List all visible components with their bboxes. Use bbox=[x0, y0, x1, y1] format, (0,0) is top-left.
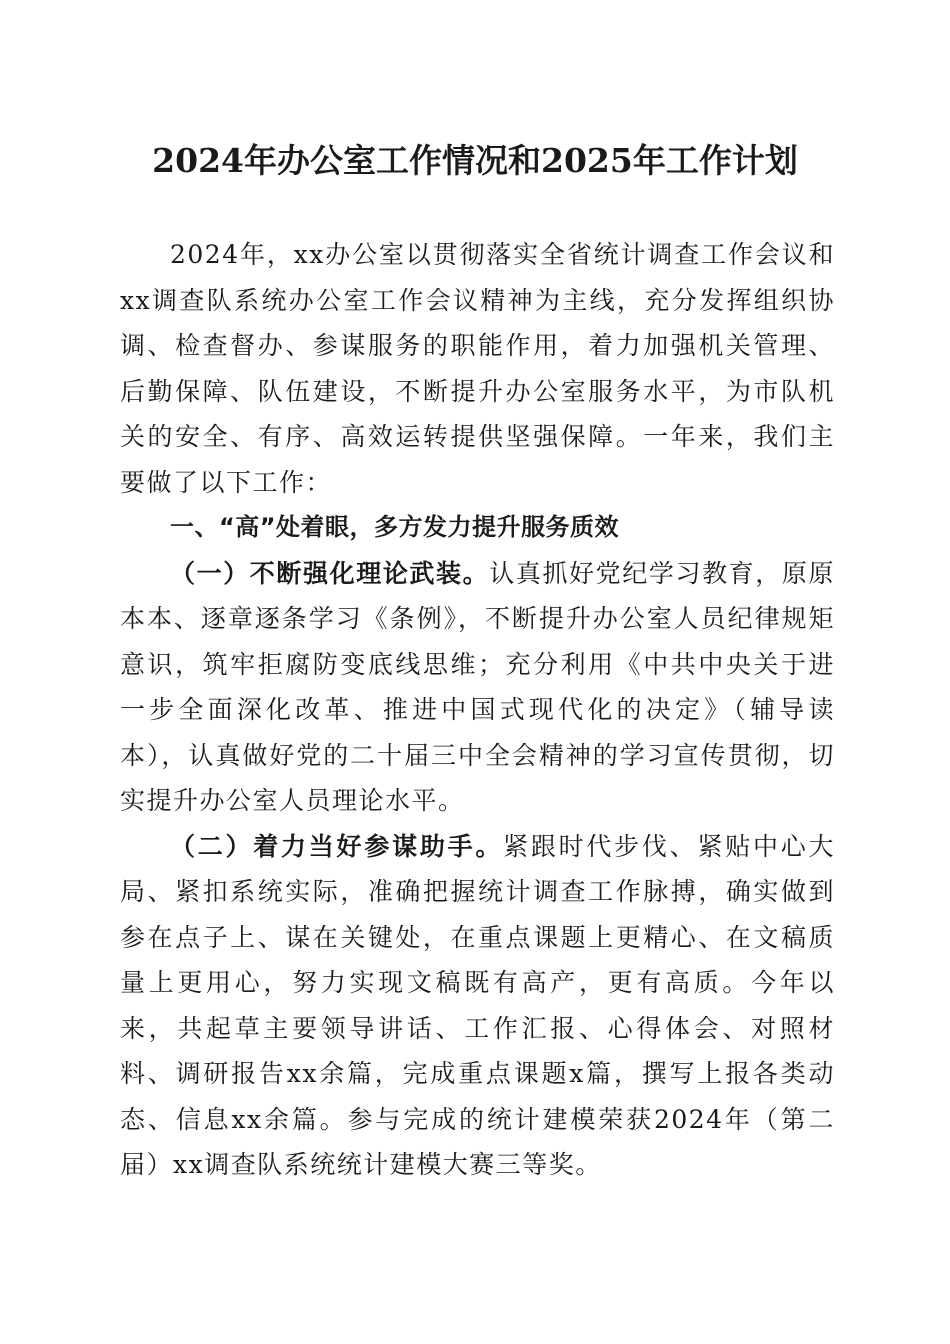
item-2-lead: （二）着力当好参谋助手。 bbox=[170, 831, 504, 861]
item-1-text: 认真抓好党纪学习教育，原原本本、逐章逐条学习《条例》，不断提升办公室人员纪律规矩意识，筑牢拒腐防变底线思维；充分利用《中共中央关于进一步全面深化改革、推进中国式现代化的决定》（辅导读本），认真做好党的二十届三中全会精神的学习宣传贯彻，切实提升办公室人员理论水平。 bbox=[120, 558, 835, 815]
item-1-lead: （一）不断强化理论武装。 bbox=[170, 558, 490, 588]
section-item-1 bbox=[120, 551, 835, 824]
document-title: 2024年办公室工作情况和2025年工作计划 bbox=[152, 141, 798, 180]
document-body bbox=[120, 232, 835, 1188]
item-2-text: 紧跟时代步伐、紧贴中心大局、紧扣系统实际，准确把握统计调查工作脉搏，确实做到参在点子上、谋在关键处，在重点课题上更精心、在文稿质量上更用心，努力实现文稿既有高产，更有高质。今年以来，共起草主要领导讲话、工作汇报、心得体会、对照材料、调研报告xx余篇，完成重点课题x篇，撰写上报各类动态、信息xx余篇。参与完成的统计建模荣获2024年（第二届）xx调查队系统统计建模大赛三等奖。 bbox=[120, 831, 835, 1179]
section-item-2 bbox=[120, 824, 835, 1188]
intro-paragraph: 2024年，xx办公室以贯彻落实全省统计调查工作会议和xx调查队系统办公室工作会议精神为主线，充分发挥组织协调、检查督办、参谋服务的职能作用，着力加强机关管理、后勤保障、队伍建设，不断提升办公室服务水平，为市队机关的安全、有序、高效运转提供坚强保障。一年来，我们主要做了以下工作： bbox=[120, 240, 835, 497]
section-heading: 一、“高”处着眼，多方发力提升服务质效 bbox=[170, 513, 620, 541]
